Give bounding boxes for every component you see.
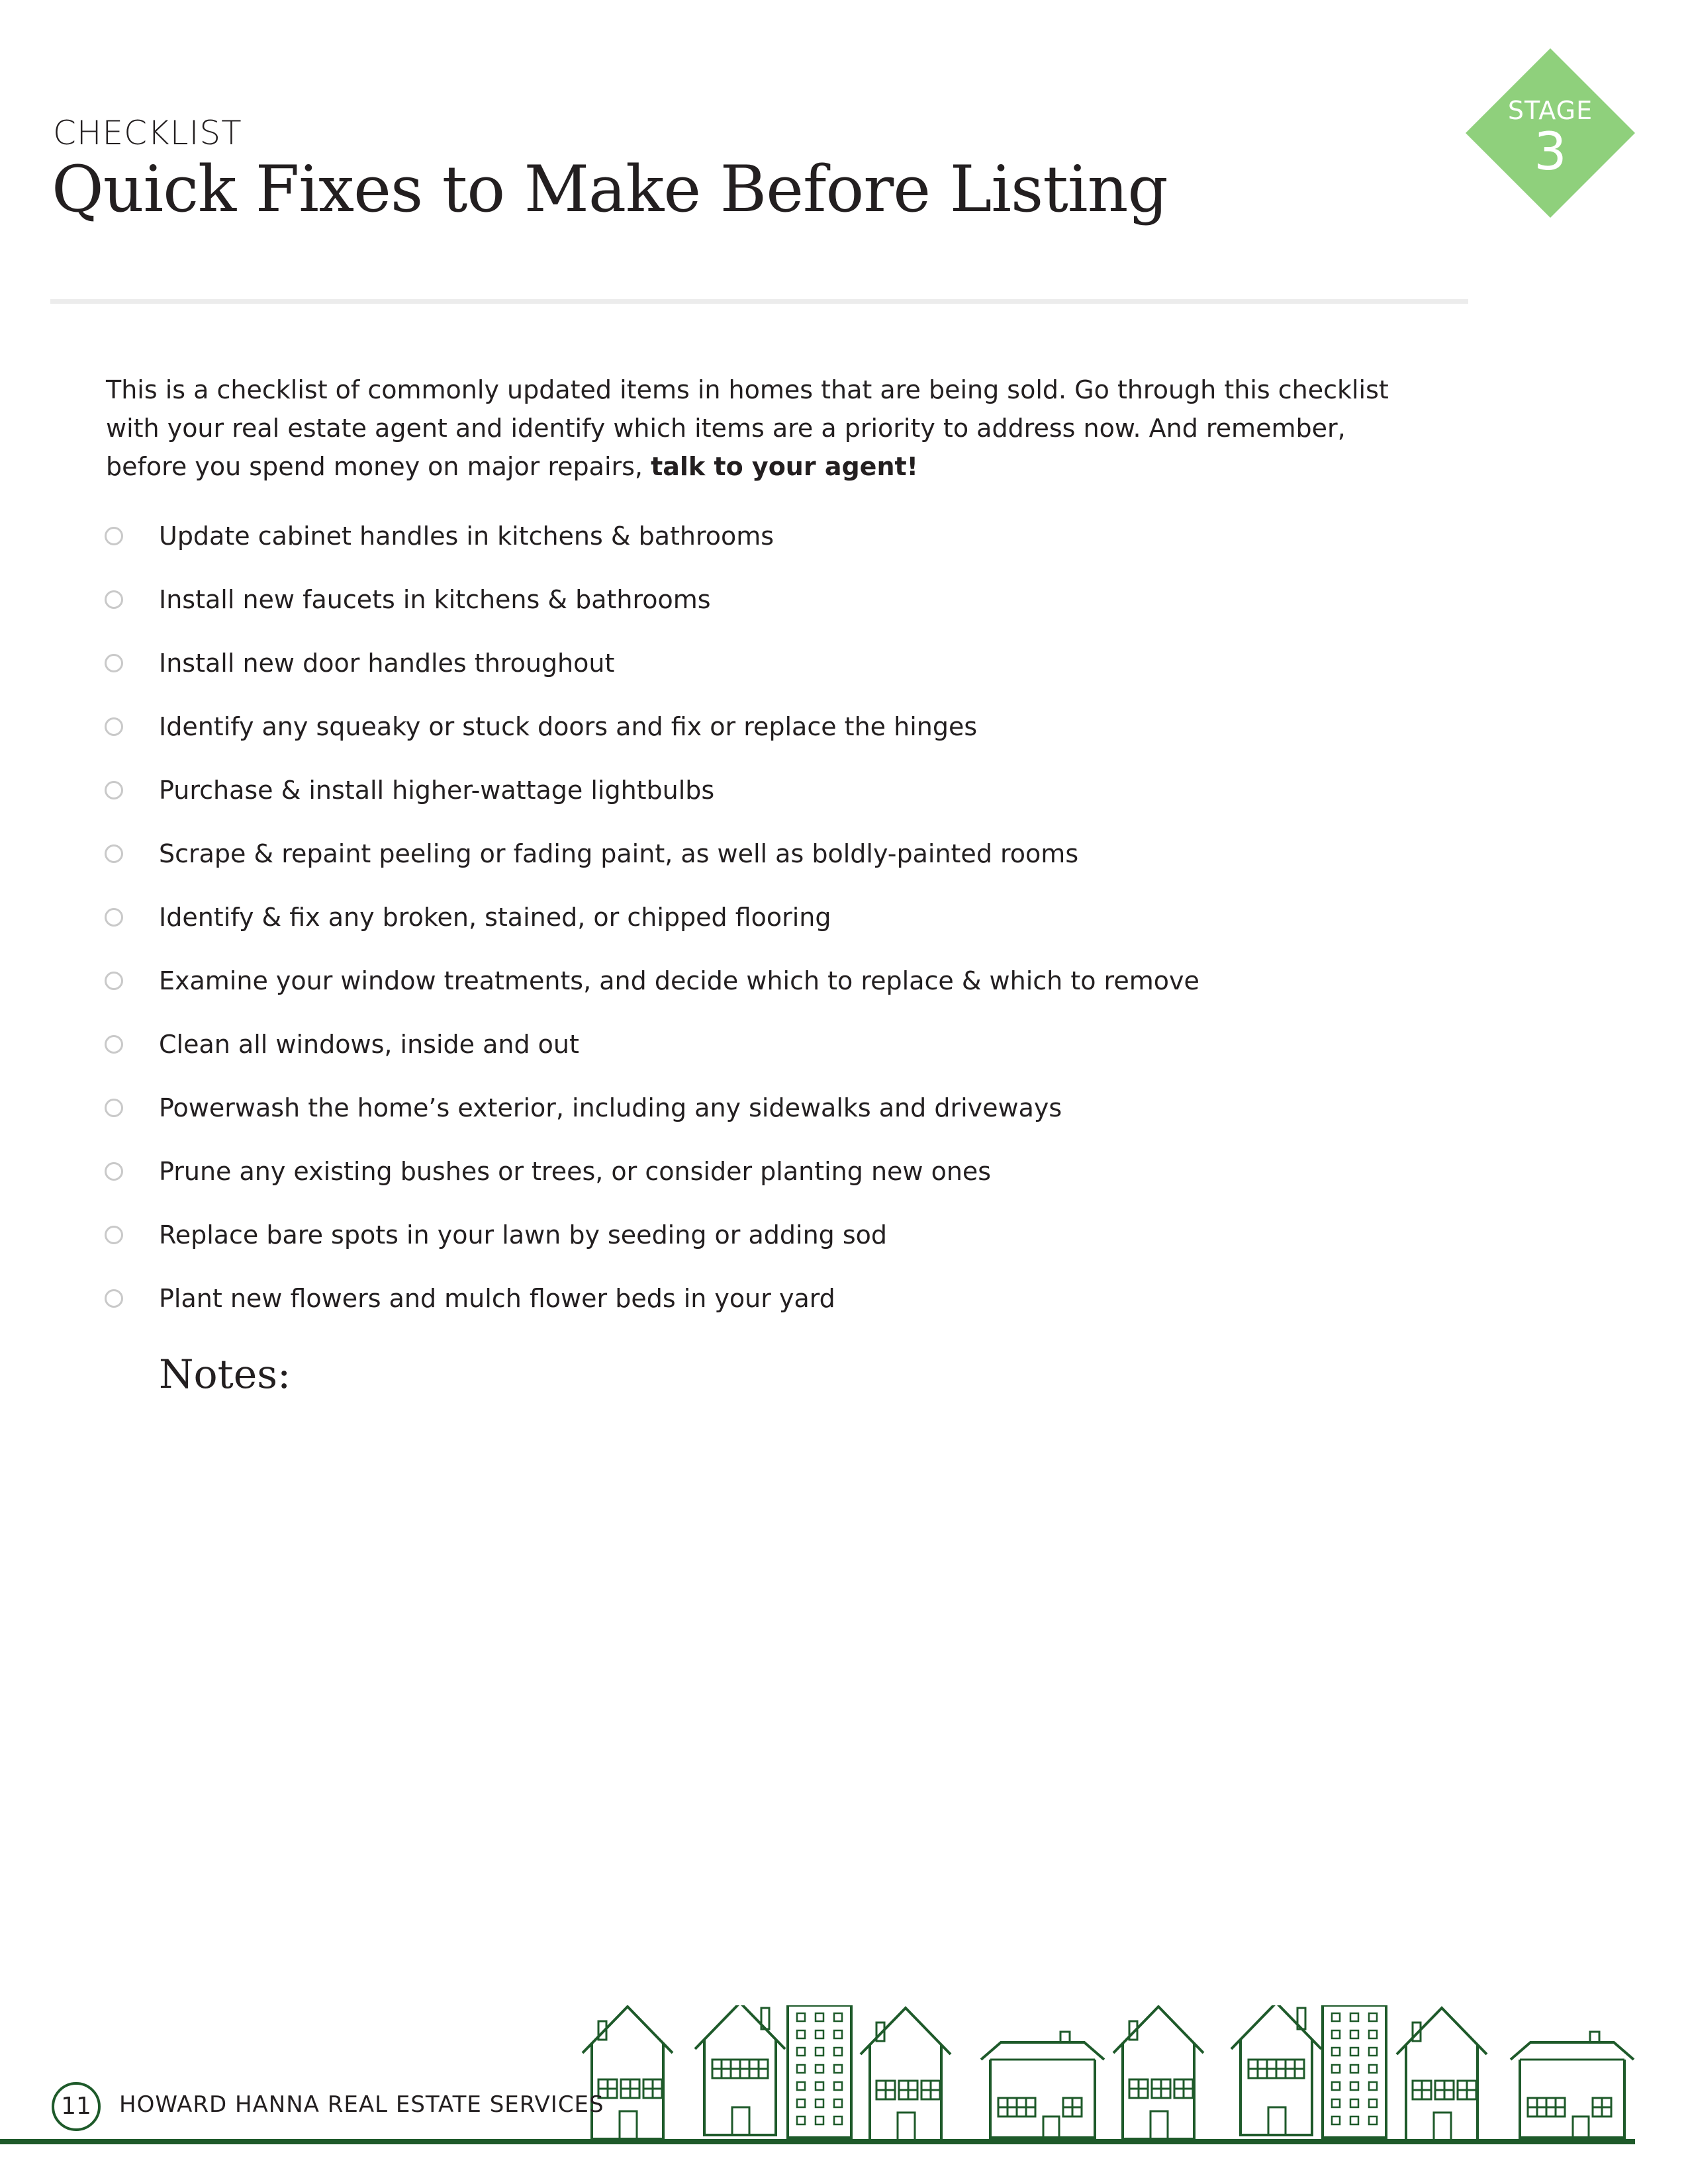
intro-emphasis: talk to your agent! — [651, 452, 918, 481]
checkbox-circle-icon[interactable] — [105, 1162, 123, 1181]
checklist-item[interactable] — [105, 772, 1429, 811]
checklist-item-label: Clean all windows, inside and out — [159, 1030, 579, 1059]
checklist-item-label: Update cabinet handles in kitchens & bathrooms — [159, 522, 774, 551]
stage-label: STAGE — [1507, 96, 1593, 125]
notes-heading: Notes: — [159, 1351, 291, 1398]
checklist-item[interactable] — [105, 708, 1429, 748]
checklist-item-label: Install new door handles throughout — [159, 649, 615, 678]
checklist-item-label: Scrape & repaint peeling or fading paint, as well as boldly-painted rooms — [159, 839, 1079, 868]
checkbox-circle-icon[interactable] — [105, 908, 123, 927]
checklist-item[interactable] — [105, 1026, 1429, 1066]
company-name: HOWARD HANNA REAL ESTATE SERVICES — [119, 2091, 604, 2118]
checklist-item-label: Install new faucets in kitchens & bathrooms — [159, 585, 711, 614]
stage-number: 3 — [1534, 122, 1567, 182]
checklist-item-label: Purchase & install higher-wattage lightbulbs — [159, 776, 715, 805]
checkbox-circle-icon[interactable] — [105, 1289, 123, 1308]
checklist-item[interactable] — [105, 1153, 1429, 1193]
checklist-item[interactable] — [105, 518, 1429, 557]
checkbox-circle-icon[interactable] — [105, 1099, 123, 1117]
checklist-item[interactable] — [105, 835, 1429, 875]
checkbox-circle-icon[interactable] — [105, 844, 123, 863]
checklist-item-label: Replace bare spots in your lawn by seeding or adding sod — [159, 1220, 888, 1250]
checklist-item[interactable] — [105, 1280, 1429, 1320]
checkbox-circle-icon[interactable] — [105, 527, 123, 545]
checkbox-circle-icon[interactable] — [105, 590, 123, 609]
checklist-item[interactable] — [105, 1089, 1429, 1129]
checklist-item-label: Identify & fix any broken, stained, or chipped flooring — [159, 903, 831, 932]
checklist-item[interactable] — [105, 645, 1429, 684]
checklist-eyebrow: CHECKLIST — [53, 114, 242, 152]
page-number-badge: 11 — [52, 2082, 101, 2131]
house-skyline-illustration — [576, 2005, 1635, 2141]
checklist-item[interactable] — [105, 899, 1429, 938]
page-title: Quick Fixes to Make Before Listing — [52, 152, 1168, 226]
footer-rule — [0, 2139, 1635, 2144]
checklist-item[interactable] — [105, 581, 1429, 621]
checklist-item-label: Plant new flowers and mulch flower beds in your yard — [159, 1284, 835, 1313]
checklist-item-label: Identify any squeaky or stuck doors and fix or replace the hinges — [159, 712, 978, 741]
checkbox-circle-icon[interactable] — [105, 781, 123, 799]
checkbox-circle-icon[interactable] — [105, 717, 123, 736]
checkbox-circle-icon[interactable] — [105, 1226, 123, 1244]
checklist-item[interactable] — [105, 1216, 1429, 1256]
checkbox-circle-icon[interactable] — [105, 654, 123, 672]
checkbox-circle-icon[interactable] — [105, 1035, 123, 1054]
checklist-item-label: Examine your window treatments, and decide which to replace & which to remove — [159, 966, 1199, 995]
checklist-item-label: Prune any existing bushes or trees, or consider planting new ones — [159, 1157, 992, 1186]
checklist-item-label: Powerwash the home’s exterior, including any sidewalks and driveways — [159, 1093, 1062, 1122]
checklist-item[interactable] — [105, 962, 1429, 1002]
checkbox-circle-icon[interactable] — [105, 972, 123, 990]
intro-text: This is a checklist of commonly updated items in homes that are being sold. Go through this checklist with your real estate agent and identify which items are a priority to address now. And remember, before you spend money on major repairs, — [106, 375, 1389, 481]
